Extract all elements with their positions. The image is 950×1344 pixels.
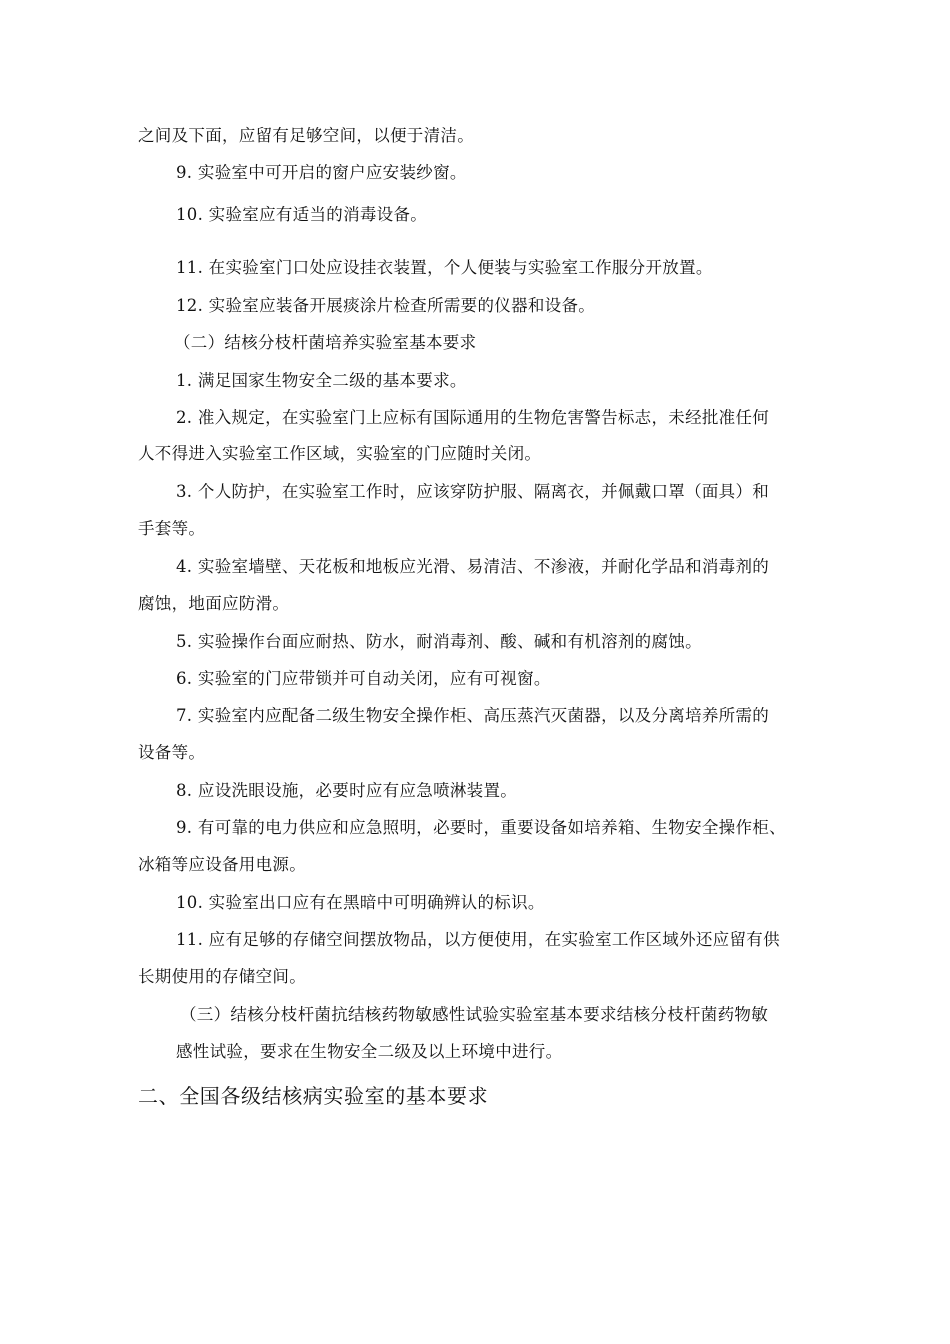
text-line: 1. 满足国家生物安全二级的基本要求。 (176, 371, 467, 390)
section-subheading: （二）结核分枝杆菌培养实验室基本要求 (174, 333, 477, 352)
text-line: 4. 实验室墙壁、天花板和地板应光滑、易清洁、不渗液，并耐化学品和消毒剂的 (176, 557, 770, 576)
text-line: 人不得进入实验室工作区域，实验室的门应随时关闭。 (138, 444, 542, 463)
text-line: 8. 应设洗眼设施，必要时应有应急喷淋装置。 (176, 781, 518, 800)
text-line: 12. 实验室应装备开展痰涂片检查所需要的仪器和设备。 (176, 296, 596, 315)
section-heading: 二、全国各级结核病实验室的基本要求 (138, 1084, 489, 1108)
text-line: 10. 实验室出口应有在黑暗中可明确辨认的标识。 (176, 893, 545, 912)
text-line: 5. 实验操作台面应耐热、防水，耐消毒剂、酸、碱和有机溶剂的腐蚀。 (176, 632, 702, 651)
text-line: 3. 个人防护，在实验室工作时，应该穿防护服、隔离衣，并佩戴口罩（面具）和 (176, 482, 770, 501)
text-line: 长期使用的存储空间。 (138, 967, 306, 986)
text-line: 9. 实验室中可开启的窗户应安装纱窗。 (176, 163, 467, 182)
text-line: 7. 实验室内应配备二级生物安全操作柜、高压蒸汽灭菌器，以及分离培养所需的 (176, 706, 770, 725)
text-line: 6. 实验室的门应带锁并可自动关闭，应有可视窗。 (176, 669, 551, 688)
text-line: 设备等。 (138, 743, 206, 762)
text-line: 感性试验，要求在生物安全二级及以上环境中进行。 (176, 1042, 563, 1061)
text-line: 2. 准入规定，在实验室门上应标有国际通用的生物危害警告标志，未经批准任何 (176, 408, 770, 427)
section-subheading: （三）结核分枝杆菌抗结核药物敏感性试验实验室基本要求结核分枝杆菌药物敏 (180, 1005, 768, 1024)
text-line: 9. 有可靠的电力供应和应急照明，必要时，重要设备如培养箱、生物安全操作柜、 (176, 818, 786, 837)
text-line: 腐蚀，地面应防滑。 (138, 594, 290, 613)
text-line: 手套等。 (138, 519, 206, 538)
text-line: 11. 应有足够的存储空间摆放物品，以方便使用，在实验室工作区域外还应留有供 (176, 930, 780, 949)
text-line: 11. 在实验室门口处应设挂衣装置，个人便装与实验室工作服分开放置。 (176, 258, 713, 277)
text-line: 之间及下面，应留有足够空间，以便于清洁。 (138, 126, 474, 145)
text-line: 10. 实验室应有适当的消毒设备。 (176, 205, 428, 224)
text-line: 冰箱等应设备用电源。 (138, 855, 306, 874)
